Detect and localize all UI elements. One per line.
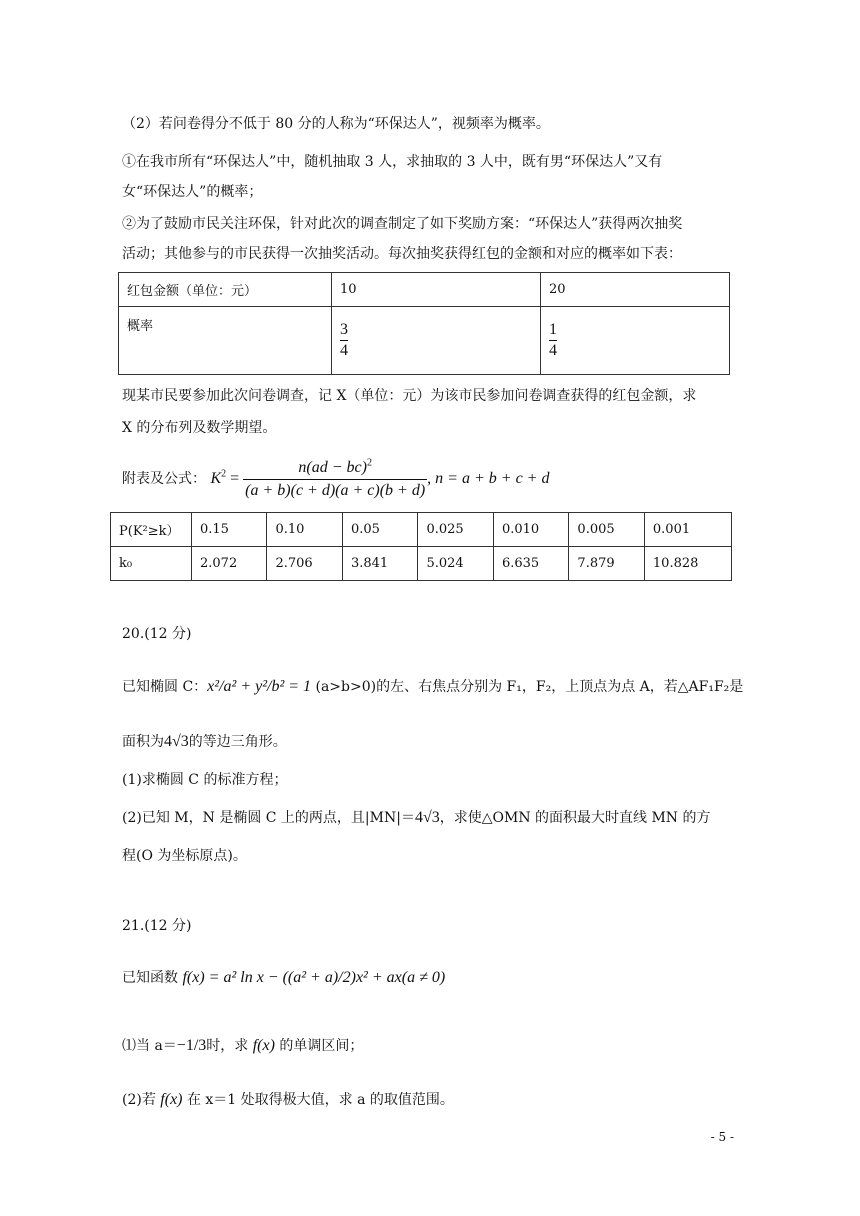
q20-part1: (1)求椭圆 C 的标准方程； <box>122 772 288 788</box>
p-value-6: 0.001 <box>644 513 731 547</box>
q19-item2-line1: ②为了鼓励市民关注环保，针对此次的调查制定了如下奖励方案：“环保达人”获得两次抽奖 <box>122 216 683 232</box>
p-value-4: 0.010 <box>493 513 568 547</box>
q20-statement <box>122 664 743 710</box>
formula-n-def: , n = a + b + c + d <box>427 470 550 487</box>
k-table-k-label: k₀ <box>111 547 192 581</box>
k-table-k-row <box>111 547 732 581</box>
k-value-5: 7.879 <box>569 547 644 581</box>
q19-item1-line2: 女“环保达人”的概率； <box>122 184 263 200</box>
a-value: −1/3 <box>176 1037 207 1054</box>
prob-fraction-3-4 <box>340 320 348 361</box>
prob-den: 4 <box>549 342 557 359</box>
reward-prob-label: 概率 <box>119 307 332 375</box>
reward-header-10: 10 <box>332 273 541 307</box>
q20-part2-line2: 程(O 为坐标原点)。 <box>122 848 247 864</box>
q21-heading: 21.(12 分) <box>122 918 192 934</box>
q21-part1-b: 时，求 <box>206 1038 249 1054</box>
prob-num: 3 <box>340 321 348 338</box>
k-table-p-row <box>111 513 732 547</box>
reward-header-20: 20 <box>541 273 730 307</box>
q20-part2-a: (2)已知 M，N 是椭圆 C 上的两点，且|MN|＝ <box>122 810 415 826</box>
k-value-3: 5.024 <box>418 547 493 581</box>
mn-length-value: 4√3 <box>414 809 440 826</box>
k-table-p-label: P(K²≥k） <box>111 513 192 547</box>
q20-text-c2: 的等边三角形。 <box>188 734 287 750</box>
prob-fraction-1-4 <box>549 320 557 361</box>
q21-part2-a: (2)若 <box>122 1092 156 1108</box>
formula-denominator: (a + b)(c + d)(a + c)(b + d) <box>243 479 427 502</box>
function-definition: f(x) = a² ln x − ((a² + a)/2)x² + ax(a ≠ 0) <box>182 969 446 986</box>
page-number: - 5 - <box>710 1130 734 1144</box>
q21-statement <box>122 958 445 998</box>
appendix-label: 附表及公式： <box>122 471 206 487</box>
k-value-2: 3.841 <box>342 547 417 581</box>
p-value-2: 0.05 <box>342 513 417 547</box>
prob-den: 4 <box>340 342 348 359</box>
q21-part2 <box>122 1090 454 1110</box>
q19-item1-line1: ①在我市所有“环保达人”中，随机抽取 3 人，求抽取的 3 人中，既有男“环保达人”又有 <box>122 154 663 170</box>
k-squared-formula: $K^2$ = $\frac{n(ad - bc)^2}{(a + b)(c + d)(a + c)(b + d)}$ , n = a + b + c + d <box>210 470 549 487</box>
q20-part2 <box>122 808 711 828</box>
reward-table-header-row <box>119 273 730 307</box>
reward-prob-10 <box>332 307 541 375</box>
q21-part2-b: 在 x＝1 处取得极大值，求 a 的取值范围。 <box>186 1092 454 1108</box>
ellipse-equation: x²/a² + y²/b² = 1 <box>207 678 312 695</box>
q20-text-c1: 面积为 <box>122 734 164 750</box>
q19-item2-line4: X 的分布列及数学期望。 <box>122 420 277 436</box>
q20-text-a: 已知椭圆 C： <box>122 679 208 695</box>
k-value-6: 10.828 <box>644 547 731 581</box>
p-value-3: 0.025 <box>418 513 493 547</box>
reward-table <box>118 272 730 375</box>
k-value-1: 2.706 <box>267 547 342 581</box>
prob-num: 1 <box>549 321 557 338</box>
reward-table-prob-row <box>119 307 730 375</box>
q20-text-b: (a>b>0)的左、右焦点分别为 F₁，F₂，上顶点为点 A，若△AF₁F₂是 <box>311 679 744 695</box>
reward-header-amount: 红包金额（单位：元） <box>119 273 332 307</box>
q19-item2-line3: 现某市民要参加此次问卷调查，记 X（单位：元）为该市民参加问卷调查获得的红包金额，求 <box>122 388 697 404</box>
p-value-0: 0.15 <box>192 513 267 547</box>
q21-part1 <box>122 1032 363 1060</box>
q19-item2-line2: 活动；其他参与的市民获得一次抽奖活动。每次抽奖获得红包的金额和对应的概率如下表： <box>122 246 682 262</box>
reward-prob-20 <box>541 307 730 375</box>
p-value-5: 0.005 <box>569 513 644 547</box>
p-value-1: 0.10 <box>267 513 342 547</box>
q21-part1-c: 的单调区间； <box>279 1038 364 1054</box>
fx-symbol: f(x) <box>160 1091 183 1108</box>
q20-statement-2 <box>122 732 287 752</box>
q21-text-a: 已知函数 <box>122 970 178 986</box>
k-value-0: 2.072 <box>192 547 267 581</box>
appendix-formula <box>122 454 549 504</box>
formula-numerator: n(ad − bc) <box>298 458 367 476</box>
triangle-area-value: 4√3 <box>164 733 189 750</box>
q20-heading: 20.(12 分) <box>122 626 192 642</box>
q20-part2-b: ，求使△OMN 的面积最大时直线 MN 的方 <box>439 810 711 826</box>
k-value-4: 6.635 <box>493 547 568 581</box>
formula-k: K <box>210 470 222 487</box>
k-critical-table <box>110 512 732 581</box>
q19-part2-intro: （2）若问卷得分不低于 80 分的人称为“环保达人”，视频率为概率。 <box>122 116 550 132</box>
q21-part1-a: ⑴当 a＝ <box>122 1038 177 1054</box>
fx-symbol: f(x) <box>252 1037 275 1054</box>
